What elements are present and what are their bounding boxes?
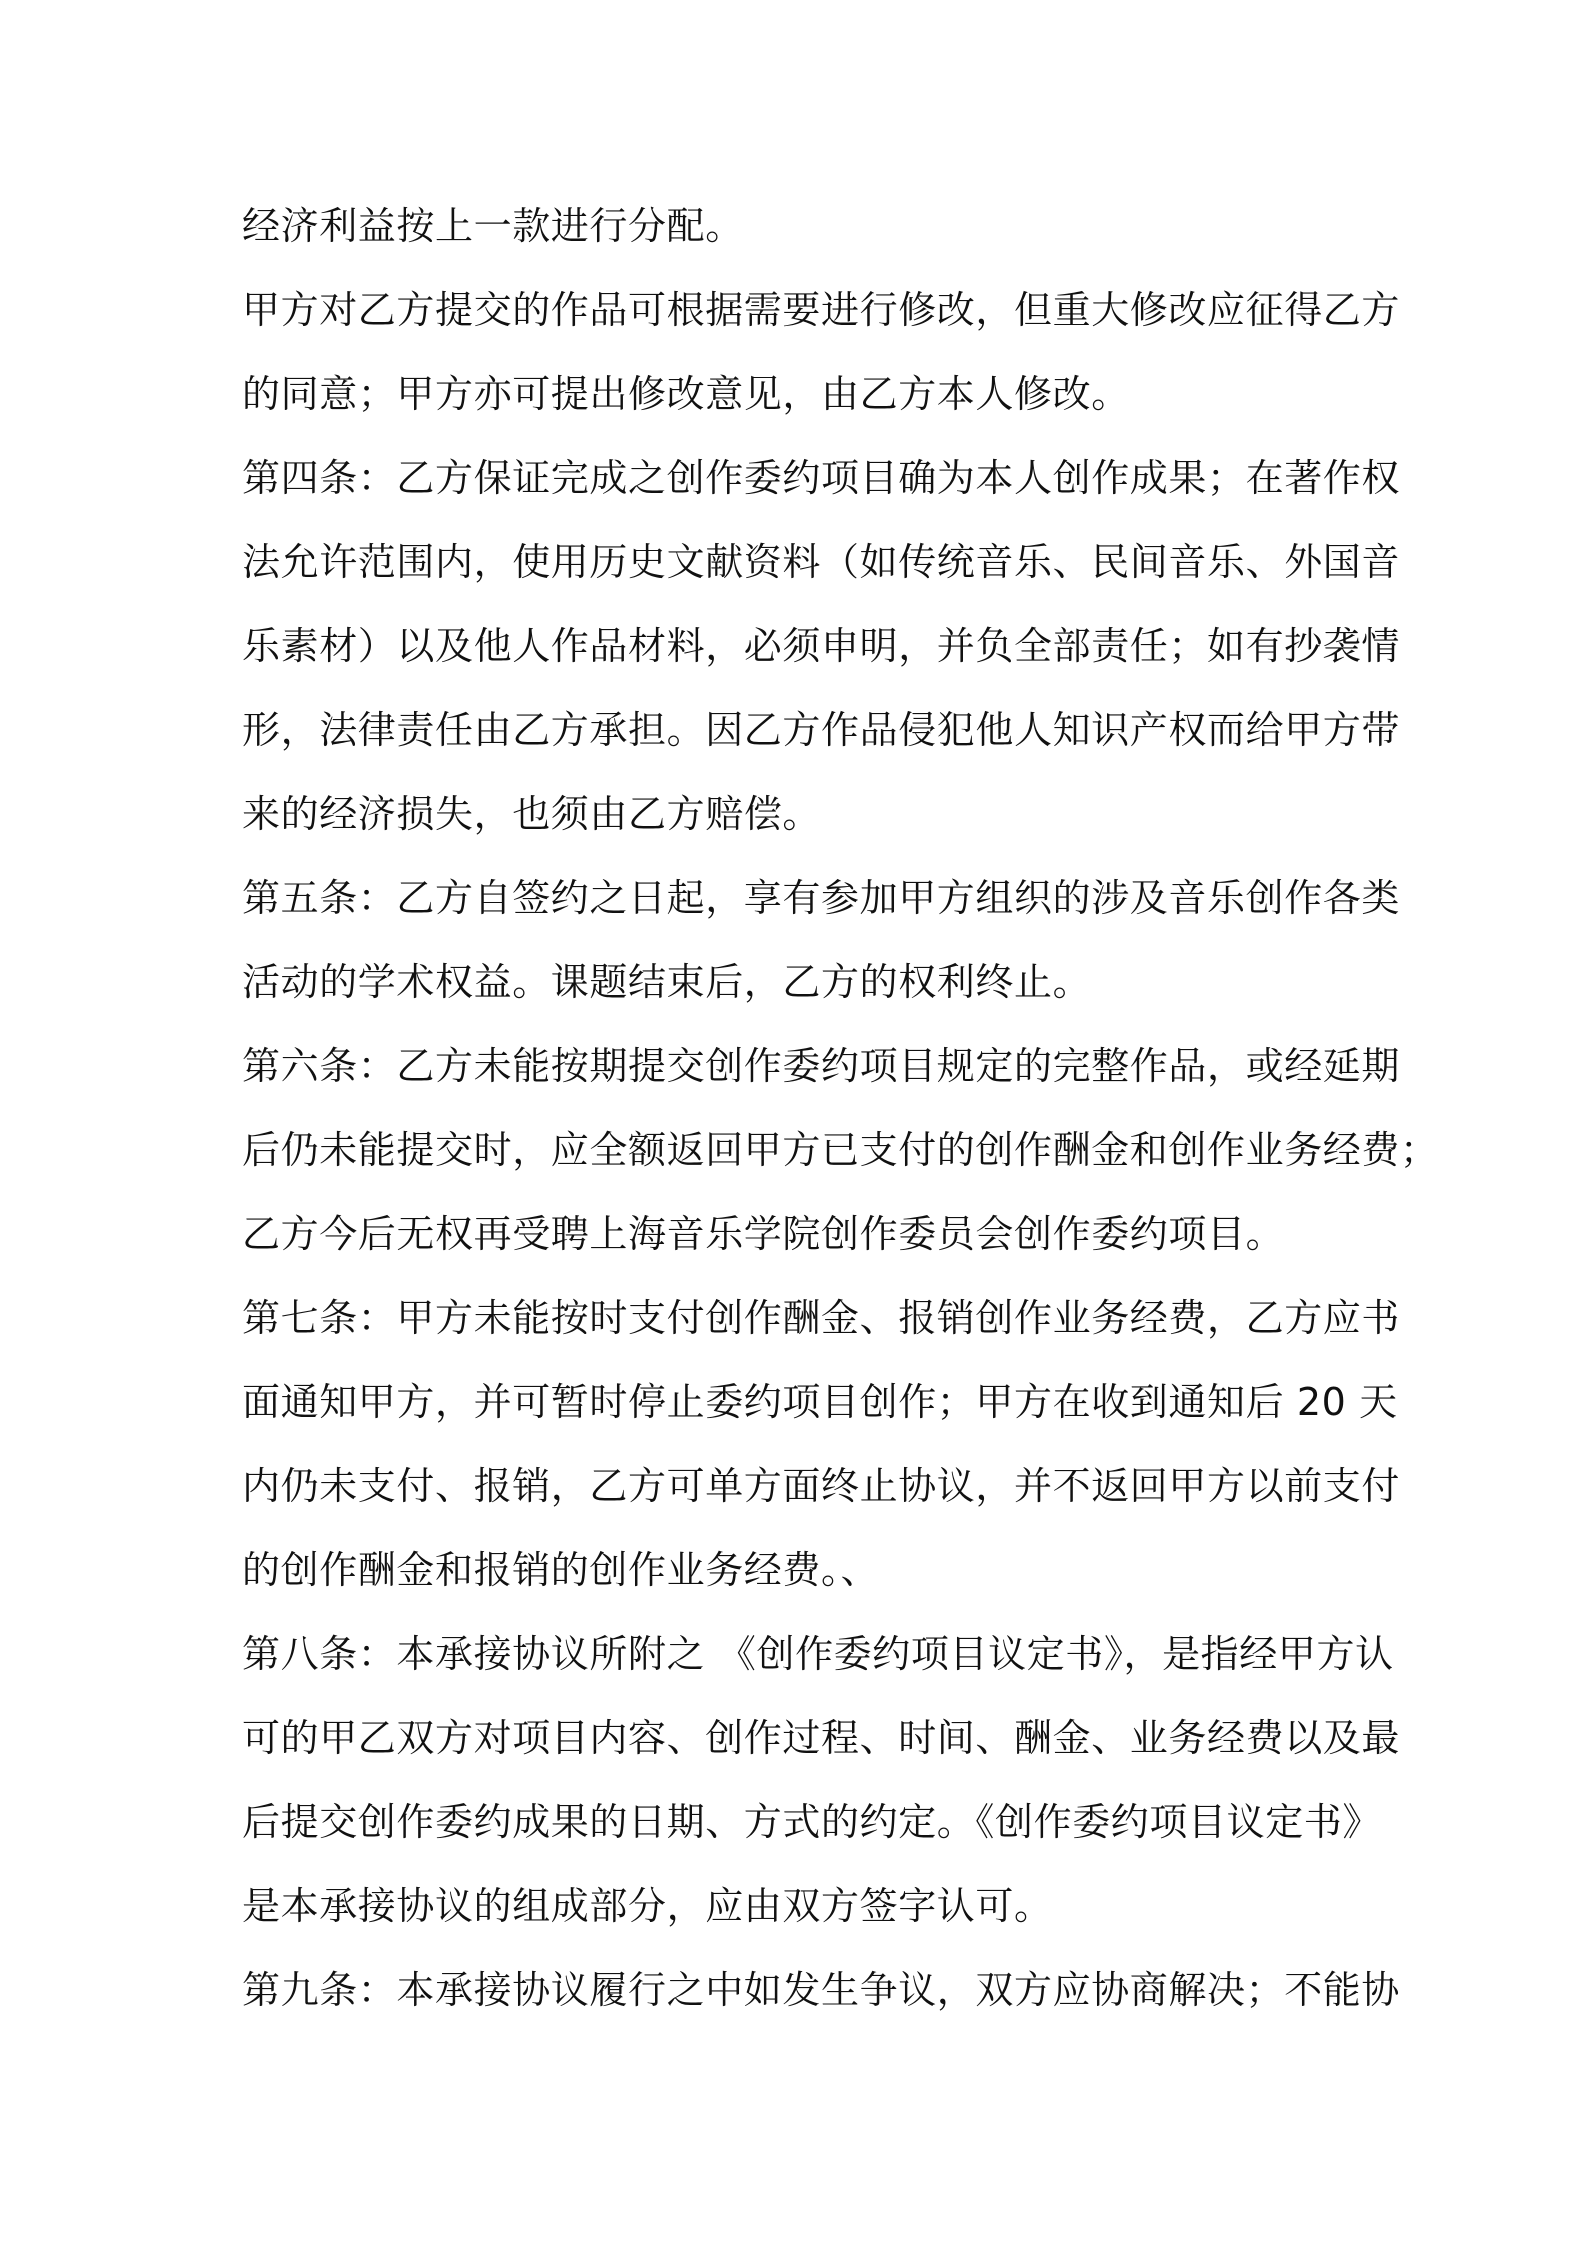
text-line: 第四条：乙方保证完成之创作委约项目确为本人创作成果；在著作权 — [242, 456, 1401, 500]
text-line: 后提交创作委约成果的日期、方式的约定。《创作委约项目议定书》 — [242, 1800, 1382, 1844]
text-line: 形，法律责任由乙方承担。因乙方作品侵犯他人知识产权而给甲方带 — [242, 708, 1401, 752]
text-line: 来的经济损失，也须由乙方赔偿。 — [242, 792, 822, 836]
text-line: 活动的学术权益。课题结束后，乙方的权利终止。 — [242, 960, 1092, 1004]
text-line: 内仍未支付、报销，乙方可单方面终止协议，并不返回甲方以前支付 — [242, 1464, 1401, 1508]
text-line: 第七条：甲方未能按时支付创作酬金、报销创作业务经费，乙方应书 — [242, 1296, 1401, 1340]
text-line: 乙方今后无权再受聘上海音乐学院创作委员会创作委约项目。 — [242, 1212, 1285, 1256]
text-line: 是本承接协议的组成部分，应由双方签字认可。 — [242, 1884, 1053, 1928]
text-line: 第九条：本承接协议履行之中如发生争议，双方应协商解决；不能协 — [242, 1968, 1401, 2012]
text-line: 第六条：乙方未能按期提交创作委约项目规定的完整作品，或经延期 — [242, 1044, 1401, 1088]
text-line: 第五条：乙方自签约之日起，享有参加甲方组织的涉及音乐创作各类 — [242, 876, 1401, 920]
text-line: 第八条：本承接协议所附之 《创作委约项目议定书》，是指经甲方认 — [242, 1632, 1394, 1676]
text-line: 后仍未能提交时，应全额返回甲方已支付的创作酬金和创作业务经费； — [242, 1128, 1439, 1172]
text-line: 面通知甲方，并可暂时停止委约项目创作；甲方在收到通知后 20 天 — [242, 1380, 1398, 1424]
text-line: 的创作酬金和报销的创作业务经费。、 — [242, 1548, 880, 1592]
text-line: 经济利益按上一款进行分配。 — [242, 204, 744, 248]
text-line: 甲方对乙方提交的作品可根据需要进行修改，但重大修改应征得乙方 — [242, 288, 1401, 332]
text-line: 法允许范围内，使用历史文献资料（如传统音乐、民间音乐、外国音 — [242, 540, 1401, 584]
text-line: 乐素材）以及他人作品材料，必须申明，并负全部责任；如有抄袭情 — [242, 624, 1401, 668]
text-line: 的同意；甲方亦可提出修改意见，由乙方本人修改。 — [242, 372, 1130, 416]
text-line: 可的甲乙双方对项目内容、创作过程、时间、酬金、业务经费以及最 — [242, 1716, 1401, 1760]
